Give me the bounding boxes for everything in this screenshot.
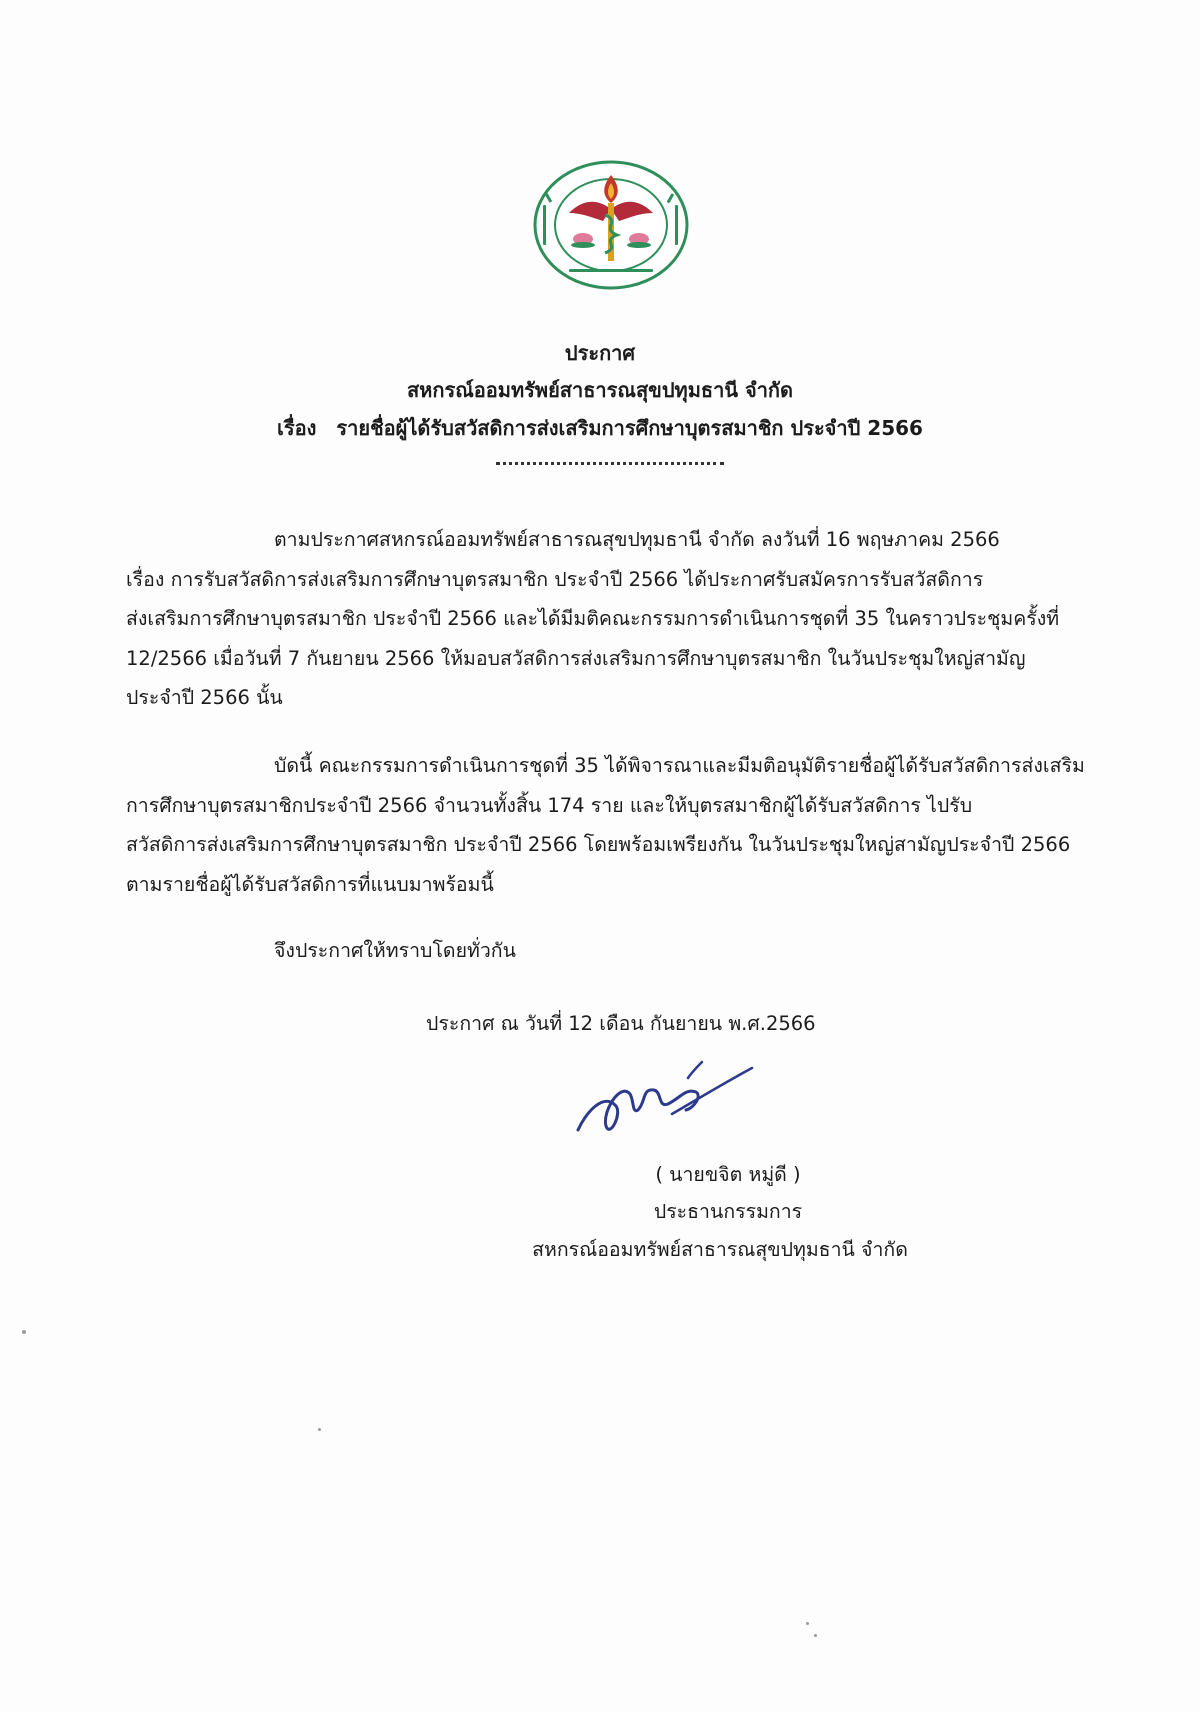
- subject-heading: [0, 415, 1200, 441]
- scan-speck: [814, 1634, 817, 1637]
- signatory-position: ประธานกรรมการ: [653, 1200, 803, 1223]
- paragraph-line: การศึกษาบุตรสมาชิกประจำปี 2566 จำนวนทั้งสิ้น 174 ราย และให้บุตรสมาชิกผู้ได้รับสวัสดิการ ไปรับ: [126, 793, 973, 817]
- closing-statement: จึงประกาศให้ทราบโดยทั่วกัน: [274, 939, 516, 962]
- subject-label: เรื่อง: [277, 416, 317, 440]
- handwritten-signature-icon: [576, 1052, 756, 1144]
- paragraph-line: บัดนี้ คณะกรรมการดำเนินการชุดที่ 35 ได้พิจารณาและมีมติอนุมัติรายชื่อผู้ได้รับสวัสดิการส่งเสริม: [274, 754, 1085, 777]
- scan-speck: [318, 1428, 321, 1431]
- cooperative-emblem-icon: [529, 157, 693, 293]
- organization-heading: สหกรณ์ออมทรัพย์สาธารณสุขปทุมธานี จำกัด: [406, 378, 794, 402]
- issue-date: ประกาศ ณ วันที่ 12 เดือน กันยายน พ.ศ.2566: [426, 1012, 816, 1035]
- paragraph-line: ตามรายชื่อผู้ได้รับสวัสดิการที่แนบมาพร้อมนี้: [126, 872, 494, 896]
- signatory-organization: สหกรณ์ออมทรัพย์สาธารณสุขปทุมธานี จำกัด: [532, 1238, 908, 1261]
- scan-speck: [806, 1622, 809, 1625]
- title-divider: [496, 462, 724, 465]
- paragraph-line: เรื่อง การรับสวัสดิการส่งเสริมการศึกษาบุตรสมาชิก ประจำปี 2566 ได้ประกาศรับสมัครการรับสวัสดิการ: [126, 567, 984, 591]
- paragraph-line: ตามประกาศสหกรณ์ออมทรัพย์สาธารณสุขปทุมธานี จำกัด ลงวันที่ 16 พฤษภาคม 2566: [274, 528, 1000, 551]
- signatory-name: ( นายขจิต หมู่ดี ): [655, 1163, 801, 1186]
- paragraph-line: ส่งเสริมการศึกษาบุตรสมาชิก ประจำปี 2566 และได้มีมติคณะกรรมการดำเนินการชุดที่ 35 ในคราวประชุมครั้งที่: [126, 607, 1060, 630]
- paragraph-line: สวัสดิการส่งเสริมการศึกษาบุตรสมาชิก ประจำปี 2566 โดยพร้อมเพรียงกัน ในวันประชุมใหญ่สามัญประจำปี 2566: [126, 833, 1071, 856]
- announcement-title: ประกาศ: [564, 341, 636, 365]
- subject-text: รายชื่อผู้ได้รับสวัสดิการส่งเสริมการศึกษาบุตรสมาชิก ประจำปี 2566: [336, 416, 923, 440]
- scan-speck: [22, 1330, 26, 1334]
- paragraph-2: [126, 746, 1124, 904]
- paragraph-1: [126, 520, 1124, 718]
- paragraph-line: ประจำปี 2566 นั้น: [126, 686, 283, 709]
- paragraph-line: 12/2566 เมื่อวันที่ 7 กันยายน 2566 ให้มอบสวัสดิการส่งเสริมการศึกษาบุตรสมาชิก ในวันประชุมใหญ่สามัญ: [126, 646, 1026, 670]
